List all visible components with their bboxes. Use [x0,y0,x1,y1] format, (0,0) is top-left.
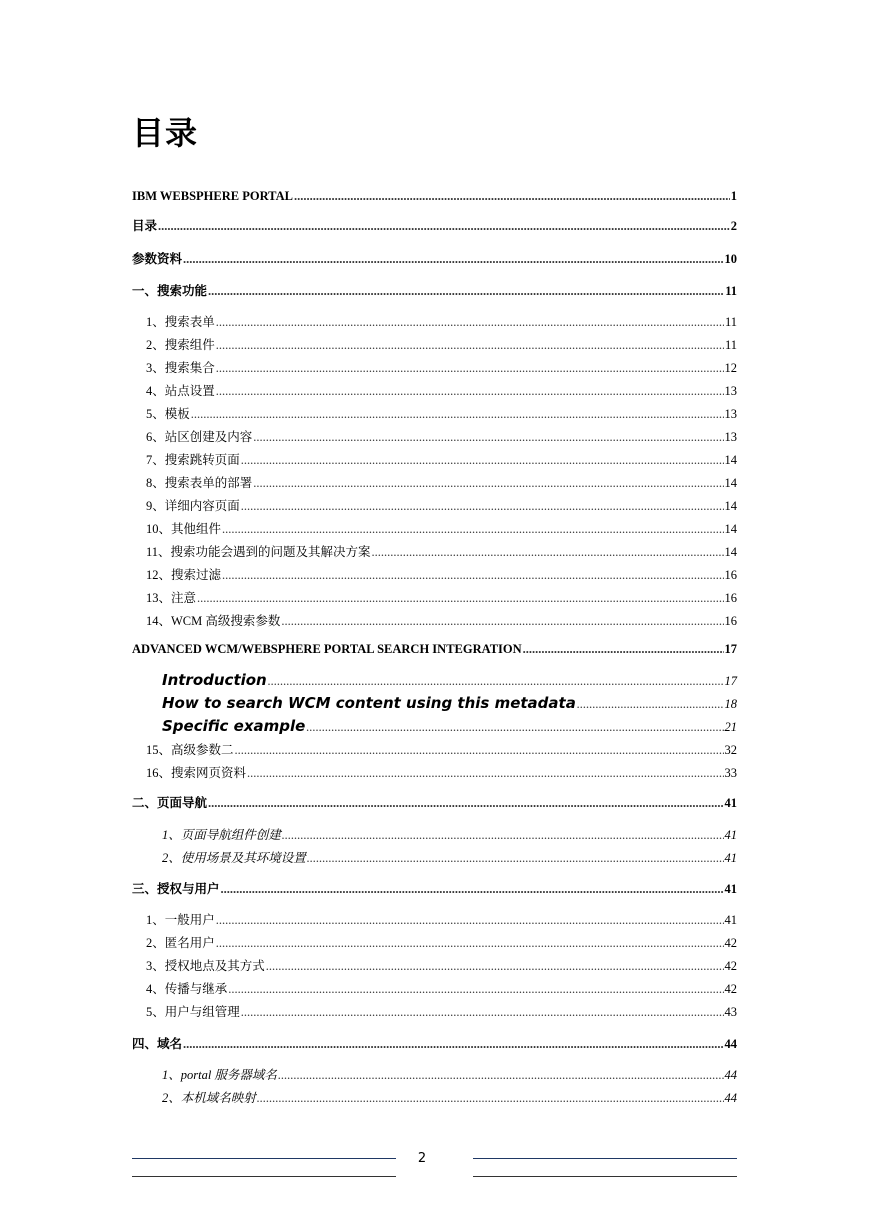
toc-entry-label: 1、页面导航组件创建 [162,828,281,842]
toc-entry-page: 14 [724,476,737,490]
toc-entry-label: 6、站区创建及内容 [146,430,253,444]
toc-entry-label: ADVANCED WCM/WEBSPHERE PORTAL SEARCH INTEGRATION [132,642,522,656]
toc-entry-page: 43 [724,1005,737,1019]
toc-entry-page: 17 [724,674,737,688]
toc-leader-dots [208,793,723,813]
toc-entry-label: 7、搜索跳转页面 [146,453,240,467]
toc-entry[interactable] [146,496,737,516]
toc-entry[interactable] [146,979,737,999]
toc-entry-page: 11 [724,338,737,352]
toc-leader-dots [281,611,723,631]
toc-leader-dots [216,312,724,332]
toc-leader-dots [216,358,724,378]
toc-entry-page: 12 [724,361,737,375]
toc-entry[interactable] [146,542,737,562]
toc-entry-page: 16 [724,614,737,628]
toc-leader-dots [228,979,723,999]
toc-leader-dots [294,186,730,206]
toc-entry-label: 13、注意 [146,591,197,605]
toc-entry-label: 2、搜索组件 [146,338,215,352]
toc-entry[interactable] [146,956,737,976]
toc-leader-dots [257,1088,724,1108]
toc-entry-label: 14、WCM 高级搜索参数 [146,614,281,628]
page-number: 2 [417,1151,427,1166]
toc-entry-label: 目录 [132,219,158,233]
toc-leader-dots [241,1002,724,1022]
toc-entry-label: 5、用户与组管理 [146,1005,240,1019]
toc-entry[interactable] [146,763,737,783]
toc-leader-dots [183,1034,723,1054]
toc-entry-page: 21 [724,720,737,734]
toc-entry[interactable] [146,1002,737,1022]
toc-leader-dots [278,1065,724,1085]
toc-entry[interactable] [146,611,737,631]
toc-entry-label: 三、授权与用户 [132,882,220,896]
toc-leader-dots [268,671,724,691]
toc-entry[interactable] [146,519,737,539]
toc-entry-label: 10、其他组件 [146,522,222,536]
toc-entry[interactable] [162,825,737,845]
toc-entry[interactable] [146,381,737,401]
toc-entry-page: 14 [724,499,737,513]
toc-entry-label: 12、搜索过滤 [146,568,222,582]
toc-entry-page: 16 [724,591,737,605]
toc-entry-label: 参数资料 [132,252,183,266]
toc-entry-page: 32 [724,743,737,757]
toc-entry-page: 42 [724,982,737,996]
toc-entry[interactable] [162,848,737,868]
toc-entry[interactable] [132,639,737,659]
toc-entry[interactable] [146,565,737,585]
toc-leader-dots [282,825,724,845]
toc-entry[interactable] [146,740,737,760]
toc-leader-dots [253,427,723,447]
toc-entry-page: 11 [725,284,737,298]
toc-entry[interactable] [132,793,737,813]
toc-entry-label: 8、搜索表单的部署 [146,476,253,490]
toc-leader-dots [221,879,724,899]
toc-leader-dots [523,639,724,659]
toc-entry-label: 一、搜索功能 [132,284,208,298]
footer-rule-left [132,1158,396,1159]
toc-entry-label: 1、一般用户 [146,913,215,927]
toc-entry-page: 10 [724,252,737,266]
toc-entry-label: 4、传播与继承 [146,982,228,996]
toc-entry[interactable] [146,450,737,470]
toc-entry-page: 16 [724,568,737,582]
toc-leader-dots [158,216,730,236]
toc-entry[interactable] [146,588,737,608]
toc-entry-page: 18 [724,697,737,711]
toc-entry[interactable] [146,473,737,493]
toc-entry-page: 13 [724,430,737,444]
toc-leader-dots [216,335,724,355]
toc-entry-page: 44 [724,1068,737,1082]
toc-entry[interactable] [162,1088,737,1108]
toc-entry-label: 15、高级参数二 [146,743,234,757]
footer-rule-right-lower [473,1176,737,1177]
toc-leader-dots [253,473,723,493]
toc-leader-dots [222,519,723,539]
toc-entry-page: 41 [724,851,737,865]
toc-leader-dots [216,381,724,401]
toc-entry[interactable] [146,404,737,424]
toc-entry-label: Specific example [162,717,306,735]
toc-entry[interactable] [146,358,737,378]
toc-entry[interactable] [132,249,737,269]
toc-entry-page: 11 [724,315,737,329]
toc-entry[interactable] [132,281,737,301]
toc-leader-dots [216,910,724,930]
toc-entry-page: 42 [724,936,737,950]
page-title: 目录 [132,114,199,152]
toc-leader-dots [191,404,724,424]
toc-entry-page: 33 [724,766,737,780]
toc-entry-page: 41 [724,796,737,810]
footer-rule-left-lower [132,1176,396,1177]
toc-entry[interactable] [162,670,737,690]
toc-entry-label: IBM WEBSPHERE PORTAL [132,189,293,203]
toc-leader-dots [247,763,723,783]
toc-entry-page: 13 [724,384,737,398]
toc-entry-page: 44 [724,1037,737,1051]
toc-leader-dots [222,565,723,585]
toc-leader-dots [577,694,724,714]
toc-leader-dots [197,588,723,608]
toc-entry-label: 1、搜索表单 [146,315,215,329]
footer-rule-right [473,1158,737,1159]
toc-entry[interactable] [146,427,737,447]
toc-entry-label: 11、搜索功能会遇到的问题及其解决方案 [146,545,371,559]
toc-entry[interactable] [162,1065,737,1085]
toc-entry[interactable] [162,716,737,736]
toc-entry-page: 42 [724,959,737,973]
toc-entry[interactable] [146,335,737,355]
toc-leader-dots [372,542,724,562]
toc-entry-page: 14 [724,545,737,559]
toc-entry-label: 5、模板 [146,407,190,421]
toc-entry[interactable] [162,693,737,713]
toc-entry-page: 14 [724,453,737,467]
toc-entry-page: 41 [724,913,737,927]
toc-leader-dots [241,496,724,516]
toc-leader-dots [266,956,724,976]
toc-entry-label: 2、本机域名映射 [162,1091,256,1105]
toc-entry[interactable] [146,933,737,953]
toc-entry-label: 3、搜索集合 [146,361,215,375]
toc-leader-dots [307,848,724,868]
toc-entry-label: 16、搜索网页资料 [146,766,247,780]
toc-entry[interactable] [146,910,737,930]
toc-entry-page: 41 [724,882,737,896]
toc-leader-dots [183,249,723,269]
toc-entry-page: 13 [724,407,737,421]
toc-entry[interactable] [146,312,737,332]
toc-entry-label: 9、详细内容页面 [146,499,240,513]
toc-entry[interactable] [132,879,737,899]
toc-entry[interactable] [132,186,737,206]
toc-entry-page: 2 [730,219,737,233]
toc-entry[interactable] [132,216,737,236]
toc-leader-dots [235,740,724,760]
toc-leader-dots [241,450,724,470]
toc-entry-label: How to search WCM content using this metadata [162,694,576,712]
toc-entry-page: 41 [724,828,737,842]
toc-entry-label: 四、域名 [132,1037,183,1051]
toc-entry-page: 1 [730,189,737,203]
toc-entry-label: 1、portal 服务器域名 [162,1068,277,1082]
toc-leader-dots [216,933,724,953]
toc-entry-label: 二、页面导航 [132,796,208,810]
toc-leader-dots [208,281,724,301]
toc-entry[interactable] [132,1034,737,1054]
toc-entry-label: 4、站点设置 [146,384,215,398]
toc-entry-label: 2、使用场景及其环境设置 [162,851,306,865]
toc-entry-label: 3、授权地点及其方式 [146,959,265,973]
toc-entry-page: 44 [724,1091,737,1105]
toc-leader-dots [306,717,723,737]
toc-entry-page: 17 [724,642,737,656]
toc-entry-label: 2、匿名用户 [146,936,215,950]
toc-entry-page: 14 [724,522,737,536]
toc-entry-label: Introduction [162,671,267,689]
